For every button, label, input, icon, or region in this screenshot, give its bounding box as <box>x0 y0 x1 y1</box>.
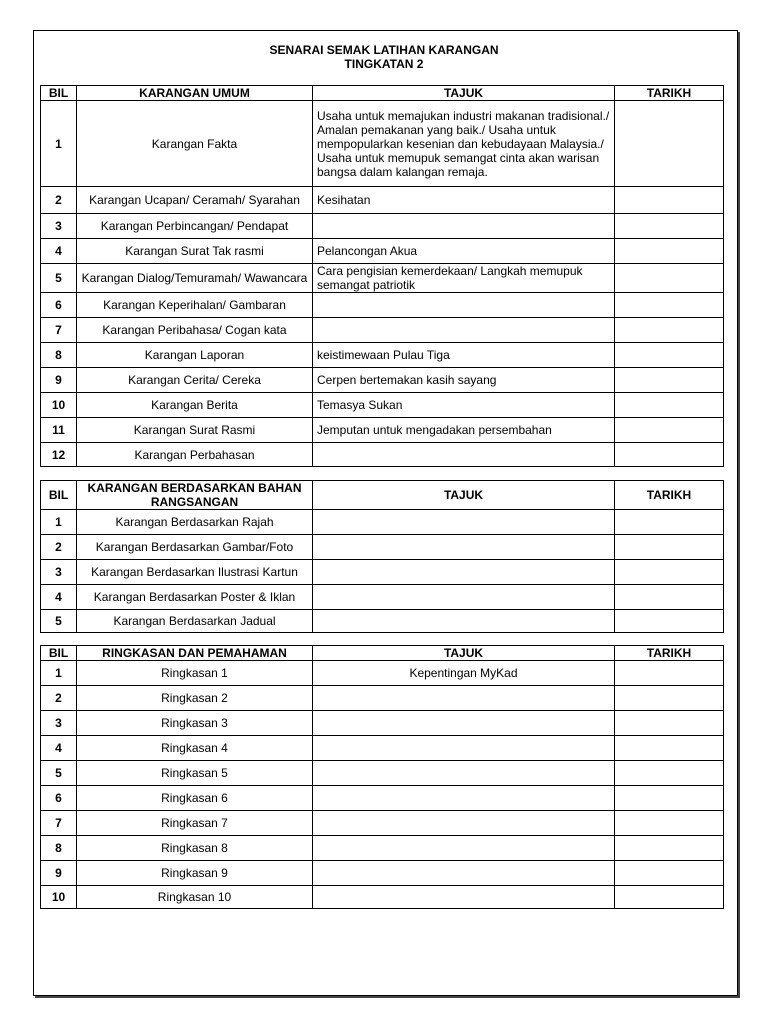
row-tajuk: Pelancongan Akua <box>313 239 615 264</box>
table-row <box>41 318 724 343</box>
row-tajuk <box>313 510 615 535</box>
col-header-tajuk: TAJUK <box>313 646 615 661</box>
row-karangan: Karangan Perbahasan <box>77 443 313 467</box>
row-bil: 3 <box>41 214 77 239</box>
row-tarikh <box>615 811 724 836</box>
row-bil: 6 <box>41 293 77 318</box>
row-bil: 5 <box>41 264 77 293</box>
table-row <box>41 661 724 686</box>
row-bil: 5 <box>41 761 77 786</box>
row-bil: 8 <box>41 836 77 861</box>
row-tajuk: Kepentingan MyKad <box>313 661 615 686</box>
table-row <box>41 786 724 811</box>
row-tarikh <box>615 393 724 418</box>
table-row <box>41 343 724 368</box>
row-tajuk <box>313 318 615 343</box>
row-tarikh <box>615 343 724 368</box>
table-row <box>41 761 724 786</box>
col-header-karangan: RINGKASAN DAN PEMAHAMAN <box>77 646 313 661</box>
table-row <box>41 101 724 187</box>
row-bil: 4 <box>41 736 77 761</box>
row-bil: 4 <box>41 239 77 264</box>
row-karangan: Karangan Cerita/ Cereka <box>77 368 313 393</box>
table-bahan-rangsangan <box>40 480 724 633</box>
row-tarikh <box>615 736 724 761</box>
table-row <box>41 368 724 393</box>
col-header-tarikh: TARIKH <box>615 646 724 661</box>
table-row <box>41 711 724 736</box>
row-bil: 2 <box>41 686 77 711</box>
row-karangan: Karangan Keperihalan/ Gambaran <box>77 293 313 318</box>
row-karangan: Karangan Perbincangan/ Pendapat <box>77 214 313 239</box>
row-tarikh <box>615 661 724 686</box>
row-tarikh <box>615 264 724 293</box>
col-header-bil: BIL <box>41 86 77 101</box>
row-tajuk: Cara pengisian kemerdekaan/ Langkah memupuk semangat patriotik <box>313 264 615 293</box>
col-header-tarikh: TARIKH <box>615 481 724 510</box>
row-tajuk <box>313 686 615 711</box>
row-tajuk <box>313 560 615 585</box>
row-tajuk <box>313 214 615 239</box>
col-header-tarikh: TARIKH <box>615 86 724 101</box>
row-karangan: Karangan Peribahasa/ Cogan kata <box>77 318 313 343</box>
row-tajuk <box>313 610 615 633</box>
row-tarikh <box>615 443 724 467</box>
row-bil: 10 <box>41 886 77 909</box>
table-row <box>41 686 724 711</box>
table-row <box>41 293 724 318</box>
row-karangan: Karangan Laporan <box>77 343 313 368</box>
row-bil: 9 <box>41 861 77 886</box>
row-tarikh <box>615 535 724 560</box>
row-karangan: Ringkasan 7 <box>77 811 313 836</box>
row-karangan: Karangan Berdasarkan Ilustrasi Kartun <box>77 560 313 585</box>
row-karangan: Ringkasan 9 <box>77 861 313 886</box>
row-tarikh <box>615 761 724 786</box>
table-row <box>41 585 724 610</box>
row-karangan: Ringkasan 5 <box>77 761 313 786</box>
row-karangan: Ringkasan 6 <box>77 786 313 811</box>
row-bil: 4 <box>41 585 77 610</box>
col-header-bil: BIL <box>41 481 77 510</box>
row-karangan: Ringkasan 2 <box>77 686 313 711</box>
table-row <box>41 264 724 293</box>
row-tajuk <box>313 886 615 909</box>
table-karangan-umum <box>40 85 724 467</box>
row-karangan: Ringkasan 4 <box>77 736 313 761</box>
row-bil: 9 <box>41 368 77 393</box>
page-title: SENARAI SEMAK LATIHAN KARANGAN <box>269 43 499 57</box>
row-tarikh <box>615 610 724 633</box>
row-tarikh <box>615 886 724 909</box>
row-tarikh <box>615 560 724 585</box>
table-row <box>41 886 724 909</box>
col-header-tajuk: TAJUK <box>313 86 615 101</box>
row-tajuk <box>313 786 615 811</box>
row-tajuk <box>313 761 615 786</box>
row-tarikh <box>615 418 724 443</box>
row-bil: 1 <box>41 101 77 187</box>
row-tarikh <box>615 711 724 736</box>
row-karangan: Karangan Berdasarkan Jadual <box>77 610 313 633</box>
row-tarikh <box>615 187 724 214</box>
row-bil: 5 <box>41 610 77 633</box>
row-tajuk: Usaha untuk memajukan industri makanan tradisional./ Amalan pemakanan yang baik./ Usaha untuk mempopularkan kesenian dan kebudayaan Malaysia./ Usaha untuk memupuk semangat cinta akan warisan bangsa dalam kalangan remaja. <box>313 101 615 187</box>
row-karangan: Karangan Surat Rasmi <box>77 418 313 443</box>
row-tajuk <box>313 711 615 736</box>
row-tarikh <box>615 861 724 886</box>
row-tarikh <box>615 293 724 318</box>
row-tarikh <box>615 368 724 393</box>
row-tajuk <box>313 535 615 560</box>
page-subtitle: TINGKATAN 2 <box>344 57 424 71</box>
row-tarikh <box>615 101 724 187</box>
row-tajuk <box>313 293 615 318</box>
row-karangan: Karangan Ucapan/ Ceramah/ Syarahan <box>77 187 313 214</box>
row-karangan: Karangan Berdasarkan Rajah <box>77 510 313 535</box>
row-bil: 1 <box>41 661 77 686</box>
row-bil: 3 <box>41 560 77 585</box>
row-tarikh <box>615 510 724 535</box>
row-karangan: Karangan Surat Tak rasmi <box>77 239 313 264</box>
table-row <box>41 736 724 761</box>
row-tajuk: Jemputan untuk mengadakan persembahan <box>313 418 615 443</box>
row-karangan: Ringkasan 3 <box>77 711 313 736</box>
row-bil: 11 <box>41 418 77 443</box>
row-tajuk <box>313 736 615 761</box>
row-karangan: Ringkasan 8 <box>77 836 313 861</box>
table-row <box>41 610 724 633</box>
row-bil: 7 <box>41 811 77 836</box>
row-bil: 3 <box>41 711 77 736</box>
row-tajuk: Temasya Sukan <box>313 393 615 418</box>
row-bil: 7 <box>41 318 77 343</box>
table-row <box>41 187 724 214</box>
table-row <box>41 418 724 443</box>
row-karangan: Karangan Fakta <box>77 101 313 187</box>
row-tarikh <box>615 318 724 343</box>
row-bil: 2 <box>41 535 77 560</box>
col-header-karangan: KARANGAN BERDASARKAN BAHAN RANGSANGAN <box>77 481 313 510</box>
col-header-karangan: KARANGAN UMUM <box>77 86 313 101</box>
row-karangan: Karangan Dialog/Temuramah/ Wawancara <box>77 264 313 293</box>
row-karangan: Ringkasan 1 <box>77 661 313 686</box>
table-row <box>41 535 724 560</box>
table-row <box>41 861 724 886</box>
row-tarikh <box>615 786 724 811</box>
row-bil: 10 <box>41 393 77 418</box>
row-karangan: Karangan Berita <box>77 393 313 418</box>
row-tarikh <box>615 585 724 610</box>
row-karangan: Ringkasan 10 <box>77 886 313 909</box>
row-bil: 1 <box>41 510 77 535</box>
col-header-bil: BIL <box>41 646 77 661</box>
row-tajuk <box>313 836 615 861</box>
table-row <box>41 560 724 585</box>
row-bil: 2 <box>41 187 77 214</box>
table-row <box>41 510 724 535</box>
row-karangan: Karangan Berdasarkan Gambar/Foto <box>77 535 313 560</box>
table-row <box>41 393 724 418</box>
row-tajuk: Kesihatan <box>313 187 615 214</box>
row-tarikh <box>615 686 724 711</box>
table-row <box>41 214 724 239</box>
table-ringkasan <box>40 645 724 909</box>
row-bil: 12 <box>41 443 77 467</box>
row-karangan: Karangan Berdasarkan Poster & Iklan <box>77 585 313 610</box>
row-tajuk <box>313 443 615 467</box>
table-row <box>41 443 724 467</box>
row-tajuk <box>313 811 615 836</box>
table-row <box>41 239 724 264</box>
row-bil: 8 <box>41 343 77 368</box>
table-row <box>41 811 724 836</box>
row-tarikh <box>615 239 724 264</box>
table-row <box>41 836 724 861</box>
row-bil: 6 <box>41 786 77 811</box>
row-tajuk <box>313 861 615 886</box>
row-tajuk <box>313 585 615 610</box>
row-tarikh <box>615 214 724 239</box>
row-tajuk: Cerpen bertemakan kasih sayang <box>313 368 615 393</box>
row-tarikh <box>615 836 724 861</box>
row-tajuk: keistimewaan Pulau Tiga <box>313 343 615 368</box>
col-header-tajuk: TAJUK <box>313 481 615 510</box>
